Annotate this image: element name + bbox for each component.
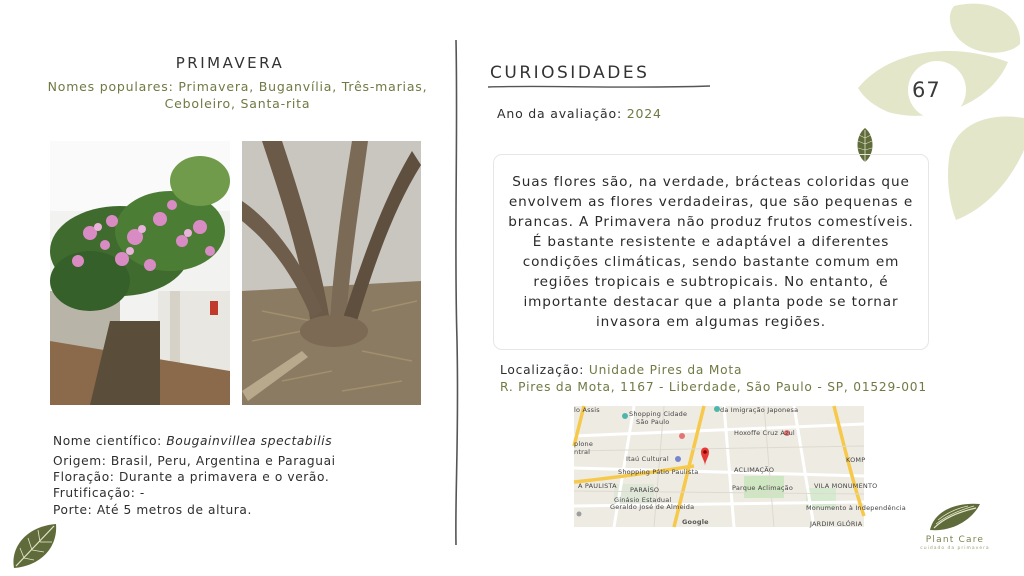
map-label: VILA MONUMENTO (814, 482, 878, 490)
brand-name: Plant Care (925, 535, 985, 545)
size-text: Porte: Até 5 metros de altura. (53, 503, 252, 517)
map-label: Google (682, 518, 709, 526)
location-map[interactable] (574, 406, 906, 528)
photo-bougainvillea-trunk (242, 141, 421, 405)
curiosities-text: Suas flores são, na verdade, brácteas coloridas que envolvem as flores verdadeiras, que são pequenas e brancas. A Primavera não produz frutos comestíveis. É bastante resistente e adaptável a diferentes condições climáticas, sendo bastante comum em regiões tropicais e subtropicais. No entanto, é importante destacar que a planta pode se tornar invasora em algumas regiões. (508, 174, 914, 330)
scientific-name: Bougainvillea spectabilis (166, 434, 333, 448)
column-divider (452, 40, 460, 545)
plant-title: PRIMAVERA (175, 54, 285, 72)
map-label: plone (574, 440, 594, 448)
popular-names-line1: Nomes populares: Primavera, Buganvília, Três-marias, (47, 79, 428, 94)
popular-names-line2: Ceboleiro, Santa-rita (164, 96, 311, 111)
fruiting-text: Frutificação: - (53, 486, 145, 500)
map-label: da Imigração Japonesa (720, 406, 799, 414)
evaluation-year-label: Ano da avaliação: (497, 106, 627, 121)
map-label: Itaú Cultural (626, 455, 669, 463)
scientific-name-label: Nome científico: (53, 434, 167, 448)
scientific-name-row (53, 434, 332, 448)
map-label: São Paulo (636, 418, 670, 426)
map-label: Ginásio Estadual (614, 496, 672, 504)
location-label: Localização: (500, 363, 589, 377)
photo-bougainvillea-flowers (50, 141, 230, 405)
location-block (500, 362, 927, 396)
page-number: 67 (912, 78, 941, 102)
map-label: ntral (574, 448, 591, 456)
map-label: A PAULISTA (578, 482, 617, 490)
curiosities-heading: CURIOSIDADES (490, 63, 650, 83)
map-label: Monumento à Independência (806, 504, 906, 512)
curiosities-box (493, 154, 929, 350)
evaluation-year (497, 106, 662, 121)
heading-underline (488, 84, 710, 90)
location-address: R. Pires da Mota, 1167 - Liberdade, São Paulo - SP, 01529-001 (500, 380, 927, 394)
map-label: Shopping Pátio Paulista (618, 468, 699, 476)
flowering-text: Floração: Durante a primavera e o verão. (53, 470, 330, 484)
map-label: KOMP (846, 456, 866, 464)
map-label: Hoxoffe Cruz Azul (734, 429, 795, 437)
map-label: lo Assis (574, 406, 600, 414)
map-label: Parque Aclimação (732, 484, 794, 492)
origin-text: Origem: Brasil, Peru, Argentina e Paraguai (53, 454, 336, 468)
evaluation-year-value: 2024 (626, 106, 662, 121)
plant-care-logo-icon (928, 500, 982, 534)
map-label: Geraldo José de Almeida (610, 503, 695, 511)
map-label: Shopping Cidade (629, 410, 688, 418)
map-label: JARDIM GLÓRIA (810, 520, 863, 528)
popular-names (40, 78, 435, 112)
map-label: ACLIMAÇÃO (734, 466, 775, 474)
location-unit: Unidade Pires da Mota (588, 363, 743, 377)
brand-tagline: cuidado da primavera (920, 546, 990, 551)
leaf-decoration-icon (10, 522, 60, 570)
map-label: PARAÍSO (630, 486, 660, 494)
